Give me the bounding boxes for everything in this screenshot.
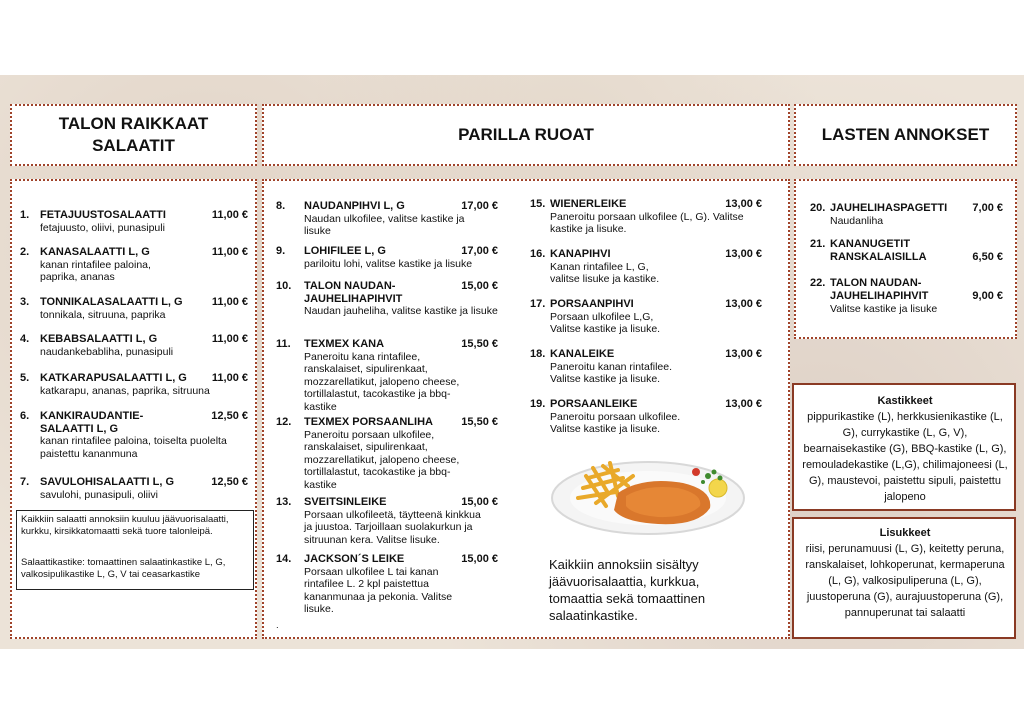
grill-item (530, 298, 762, 336)
item-description: Porsaan ulkofileetä, täytteenä kinkkua ja juustoa. Tarjoillaan suolakurkun ja sitruunan kera. Valitse lisuke. (304, 508, 481, 546)
item-price: 12,50 € (211, 476, 248, 488)
item-price: 15,00 € (461, 496, 498, 508)
item-price: 13,00 € (725, 298, 762, 310)
item-price: 13,00 € (725, 198, 762, 210)
header-kids-title: LASTEN ANNOKSET (821, 125, 990, 144)
item-name: TEXMEX PORSAANLIHA (304, 416, 433, 428)
item-number: 21. (810, 238, 826, 250)
item-description: Naudan ulkofilee, valitse kastike ja lisuke (304, 212, 465, 237)
item-number: 19. (530, 398, 546, 410)
item-description: naudankebabliha, punasipuli (40, 345, 174, 358)
salad-item (20, 209, 248, 234)
item-price: 15,50 € (461, 338, 498, 350)
grill-item (276, 496, 498, 546)
item-price: 17,00 € (461, 200, 498, 212)
item-name: SVEITSINLEIKE (304, 496, 387, 508)
salad-item (20, 410, 248, 460)
kids-item (810, 202, 1003, 227)
item-name: KEBABSALAATTI L, G (40, 333, 158, 345)
item-number: 20. (810, 202, 826, 214)
item-price: 11,00 € (211, 296, 248, 308)
salad-item (20, 246, 248, 284)
item-price: 13,00 € (725, 398, 762, 410)
salad-notes-box (16, 510, 254, 590)
item-description: fetajuusto, oliivi, punasipuli (40, 221, 165, 234)
kids-item (810, 277, 1003, 315)
item-number: 8. (276, 200, 286, 212)
item-name: KATKARAPUSALAATTI L, G (40, 372, 187, 384)
grill-item (530, 248, 762, 286)
item-description: Kanan rintafilee L, G, valitse lisuke ja kastike. (550, 260, 660, 285)
grill-item (276, 245, 498, 270)
header-salads (10, 104, 257, 166)
sides-content (800, 525, 1010, 621)
item-description: kanan rintafilee paloina, toiselta puolelta paistettu kananmuna (40, 435, 227, 460)
item-number: 15. (530, 198, 546, 210)
grill-item (276, 416, 498, 491)
item-number: 14. (276, 553, 292, 565)
item-number: 3. (20, 296, 30, 308)
item-description: Valitse kastike ja lisuke (830, 302, 938, 315)
item-price: 11,00 € (211, 209, 248, 221)
item-name: TONNIKALASALAATTI L, G (40, 296, 183, 308)
item-name: NAUDANPIHVI L, G (304, 200, 405, 212)
item-name: KANAPIHVI (550, 248, 611, 260)
item-description: Paneroitu kana rintafilee, ranskalaiset, sipulirenkaat, mozzarellatikut, jalopeno cheese, tortillalastut, tacokastike ja bbq-kastike (304, 350, 460, 413)
header-grill-title: PARILLA RUOAT (458, 125, 594, 144)
item-price: 13,00 € (725, 348, 762, 360)
item-number: 13. (276, 496, 292, 508)
header-salads-title: TALON RAIKKAAT SALAATIT (58, 114, 209, 155)
sides-text: riisi, perunamuusi (L, G), keitetty peruna, ranskalaiset, lohkoperunat, kermaperuna (L, G), valkosipuliperuna (L, G), juustoperuna (G), aurajuustoperuna (G), pannuperunat tai salaatti (805, 543, 1005, 619)
item-description: savulohi, punasipuli, oliivi (40, 488, 158, 501)
item-number: 4. (20, 333, 30, 345)
item-price: 12,50 € (211, 410, 248, 422)
item-price: 7,00 € (972, 202, 1003, 214)
item-name: KANANUGETIT RANSKALAISILLA (830, 238, 927, 263)
sides-box (792, 517, 1016, 639)
grill-item (276, 553, 498, 616)
header-kids (794, 104, 1017, 166)
item-description: Paneroitu porsaan ulkofilee, ranskalaiset, sipulirenkaat, mozzarellatikut, jalopeno cheese, tortillalastut, tacokastike ja bbq-kastike (304, 428, 460, 491)
item-name: JAUHELIHASPAGETTI (830, 202, 948, 214)
item-name: SAVULOHISALAATTI L, G (40, 476, 175, 488)
sauces-box (792, 383, 1016, 511)
salad-item (20, 476, 248, 501)
grill-item (276, 280, 498, 318)
item-description: Paneroitu porsaan ulkofilee (L, G). Valitse kastike ja lisuke. (550, 210, 744, 235)
sauces-content (800, 393, 1010, 505)
item-description: pariloitu lohi, valitse kastike ja lisuke (304, 257, 473, 270)
item-name: TALON NAUDAN-JAUHELIHAPIHVIT (304, 280, 403, 305)
item-price: 13,00 € (725, 248, 762, 260)
item-price: 17,00 € (461, 245, 498, 257)
kids-item (810, 238, 1003, 264)
item-price: 15,50 € (461, 416, 498, 428)
grill-item (530, 398, 762, 436)
item-number: 11. (276, 338, 291, 350)
item-name: LOHIFILEE L, G (304, 245, 386, 257)
item-number: 18. (530, 348, 546, 360)
item-description: Naudanliha (830, 214, 884, 227)
item-description: katkarapu, ananas, paprika, sitruuna (40, 384, 210, 397)
sauces-text: pippurikastike (L), herkkusienikastike (L, G), currykastike (L, G, V), bearnaisekastike (G), BBQ-kastike (L, G), remouladekastike (L,G), chilimajoneesi (L, G), maustevoi, paistettu sipuli, paistettu jalopeno (802, 411, 1008, 503)
item-name: KANKIRAUDANTIE-SALAATTI L, G (40, 410, 144, 435)
salad-item (20, 372, 248, 397)
item-number: 6. (20, 410, 30, 422)
item-name: TEXMEX KANA (304, 338, 385, 350)
item-description: Naudan jauheliha, valitse kastike ja lisuke (304, 305, 498, 317)
item-description: Porsaan ulkofilee L,G, Valitse kastike ja lisuke. (550, 310, 661, 335)
salad-item (20, 296, 248, 321)
item-description: tonnikala, sitruuna, paprika (40, 308, 166, 321)
item-name: KANALEIKE (550, 348, 615, 360)
item-name: JACKSON´S LEIKE (304, 553, 405, 565)
salad-notes-line1: Kaikkiin salaatti annoksiin kuuluu jäävuorisalaatti, kurkku, kirsikkatomaatti sekä tuore talonleipä. (21, 514, 229, 537)
item-name: TALON NAUDAN-JAUHELIHAPIHVIT (830, 277, 929, 302)
item-price: 11,00 € (211, 372, 248, 384)
item-description: Porsaan ulkofilee L tai kanan rintafilee L. 2 kpl paistettua kananmunaa ja pekonia. Valitse lisuke. (304, 565, 453, 615)
item-price: 15,00 € (461, 553, 498, 565)
grill-item (276, 338, 498, 413)
item-number: 7. (20, 476, 30, 488)
grill-item (530, 198, 762, 236)
item-number: 16. (530, 248, 546, 260)
item-price: 9,00 € (972, 290, 1003, 302)
item-price: 15,00 € (461, 280, 498, 292)
item-description: kanan rintafilee paloina, paprika, ananas (40, 258, 151, 283)
schnitzel-plate-illustration (548, 448, 748, 538)
salad-item (20, 333, 248, 358)
grill-item (530, 348, 762, 386)
item-name: KANASALAATTI L, G (40, 246, 150, 258)
item-number: 9. (276, 245, 286, 257)
sides-title: Lisukkeet (879, 527, 931, 539)
item-name: FETAJUUSTOSALAATTI (40, 209, 166, 221)
sauces-title: Kastikkeet (877, 395, 933, 407)
salad-notes-line2: Salaattikastike: tomaattinen salaatinkastike L, G, valkosipulikastike L, G, V tai ceasarkastike (21, 557, 226, 580)
item-number: 5. (20, 372, 30, 384)
item-price: 11,00 € (211, 246, 248, 258)
item-number: 10. (276, 280, 292, 292)
item-description: Paneroitu kanan rintafilee. Valitse kastike ja lisuke. (550, 360, 672, 385)
item-number: 1. (20, 209, 30, 221)
item-number: 17. (530, 298, 546, 310)
item-price: 6,50 € (972, 251, 1003, 263)
item-price: 11,00 € (211, 333, 248, 345)
grill-dot: . (276, 620, 279, 631)
item-number: 12. (276, 416, 292, 428)
grill-summary: Kaikkiin annoksiin sisältyy jäävuorisalaattia, kurkkua, tomaattia sekä tomaattinen salaatinkastike. (549, 557, 706, 623)
item-name: PORSAANPIHVI (550, 298, 634, 310)
item-description: Paneroitu porsaan ulkofilee. Valitse kastike ja lisuke. (550, 410, 681, 435)
header-grill (262, 104, 790, 166)
item-number: 2. (20, 246, 30, 258)
item-number: 22. (810, 277, 826, 289)
item-name: WIENERLEIKE (550, 198, 627, 210)
grill-item (276, 200, 498, 238)
item-name: PORSAANLEIKE (550, 398, 638, 410)
